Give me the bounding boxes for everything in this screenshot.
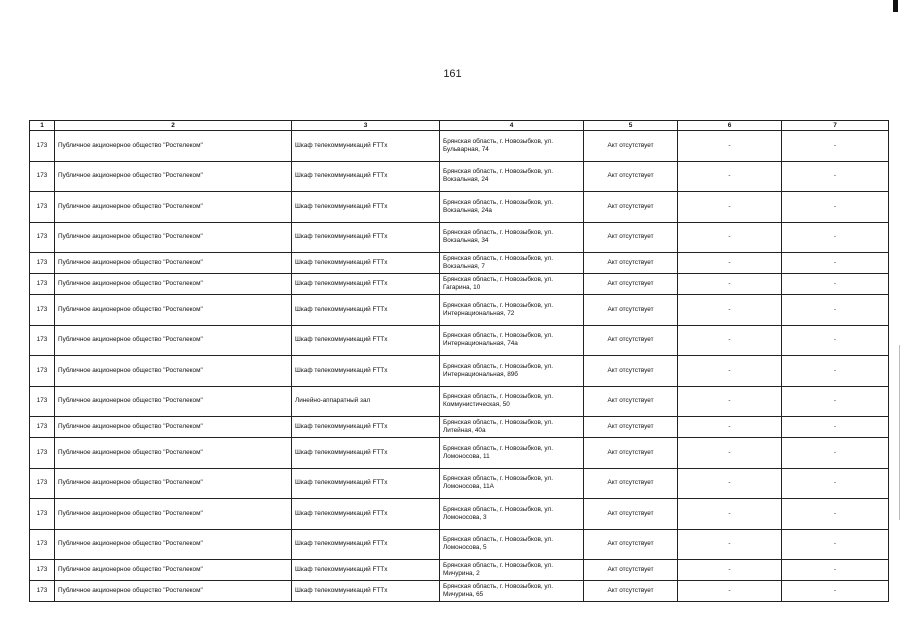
object-address: Брянская область, г. Новозыбков, ул. Мичурина, 65 [440, 581, 584, 602]
object-name: Шкаф телекоммуникаций FTTx [292, 295, 440, 326]
object-name: Шкаф телекоммуникаций FTTx [292, 438, 440, 469]
table-row [30, 161, 889, 192]
column-7-value: - [782, 560, 889, 581]
object-name: Шкаф телекоммуникаций FTTx [292, 274, 440, 295]
document-status: Акт отсутствует [584, 222, 678, 253]
object-address: Брянская область, г. Новозыбков, ул. Вокзальная, 24а [440, 192, 584, 223]
record-number: 173 [30, 253, 55, 274]
document-status: Акт отсутствует [584, 253, 678, 274]
column-7-value: - [782, 274, 889, 295]
header-row [30, 121, 889, 131]
column-7-value: - [782, 325, 889, 356]
object-address: Брянская область, г. Новозыбков, ул. Ломоносова, 11А [440, 468, 584, 499]
table-row [30, 468, 889, 499]
owner-name: Публичное акционерное общество "Ростелеком" [55, 560, 292, 581]
column-7-value: - [782, 438, 889, 469]
document-status: Акт отсутствует [584, 356, 678, 387]
column-7-value: - [782, 529, 889, 560]
object-address: Брянская область, г. Новозыбков, ул. Ломоносова, 11 [440, 438, 584, 469]
document-status: Акт отсутствует [584, 529, 678, 560]
document-status: Акт отсутствует [584, 386, 678, 417]
owner-name: Публичное акционерное общество "Ростелеком" [55, 356, 292, 387]
object-name: Шкаф телекоммуникаций FTTx [292, 529, 440, 560]
document-status: Акт отсутствует [584, 560, 678, 581]
object-name: Шкаф телекоммуникаций FTTx [292, 581, 440, 602]
object-name: Шкаф телекоммуникаций FTTx [292, 161, 440, 192]
object-address: Брянская область, г. Новозыбков, ул. Бульварная, 74 [440, 131, 584, 162]
header-cell: 7 [782, 121, 889, 131]
object-address: Брянская область, г. Новозыбков, ул. Гагарина, 10 [440, 274, 584, 295]
column-7-value: - [782, 356, 889, 387]
object-address: Брянская область, г. Новозыбков, ул. Интернациональная, 72 [440, 295, 584, 326]
column-6-value: - [678, 325, 782, 356]
record-number: 173 [30, 468, 55, 499]
header-cell: 3 [292, 121, 440, 131]
table-row [30, 274, 889, 295]
column-7-value: - [782, 417, 889, 438]
column-6-value: - [678, 438, 782, 469]
object-name: Шкаф телекоммуникаций FTTx [292, 222, 440, 253]
owner-name: Публичное акционерное общество "Ростелеком" [55, 295, 292, 326]
column-7-value: - [782, 386, 889, 417]
owner-name: Публичное акционерное общество "Ростелеком" [55, 192, 292, 223]
object-name: Шкаф телекоммуникаций FTTx [292, 499, 440, 530]
record-number: 173 [30, 161, 55, 192]
column-6-value: - [678, 581, 782, 602]
owner-name: Публичное акционерное общество "Ростелеком" [55, 581, 292, 602]
table-row [30, 192, 889, 223]
object-address: Брянская область, г. Новозыбков, ул. Мичурина, 2 [440, 560, 584, 581]
document-status: Акт отсутствует [584, 499, 678, 530]
record-number: 173 [30, 325, 55, 356]
owner-name: Публичное акционерное общество "Ростелеком" [55, 386, 292, 417]
document-status: Акт отсутствует [584, 417, 678, 438]
table-row [30, 356, 889, 387]
column-6-value: - [678, 131, 782, 162]
document-status: Акт отсутствует [584, 161, 678, 192]
table-row [30, 222, 889, 253]
column-7-value: - [782, 581, 889, 602]
table-row [30, 386, 889, 417]
record-number: 173 [30, 581, 55, 602]
object-name: Шкаф телекоммуникаций FTTx [292, 560, 440, 581]
owner-name: Публичное акционерное общество "Ростелеком" [55, 499, 292, 530]
document-status: Акт отсутствует [584, 131, 678, 162]
owner-name: Публичное акционерное общество "Ростелеком" [55, 468, 292, 499]
document-status: Акт отсутствует [584, 325, 678, 356]
object-address: Брянская область, г. Новозыбков, ул. Литейная, 40а [440, 417, 584, 438]
column-6-value: - [678, 468, 782, 499]
column-6-value: - [678, 356, 782, 387]
object-address: Брянская область, г. Новозыбков, ул. Вокзальная, 7 [440, 253, 584, 274]
object-address: Брянская область, г. Новозыбков, ул. Интернациональная, 89б [440, 356, 584, 387]
record-number: 173 [30, 131, 55, 162]
object-name: Шкаф телекоммуникаций FTTx [292, 131, 440, 162]
table-row [30, 325, 889, 356]
column-7-value: - [782, 131, 889, 162]
column-7-value: - [782, 253, 889, 274]
document-status: Акт отсутствует [584, 192, 678, 223]
column-6-value: - [678, 529, 782, 560]
header-cell: 5 [584, 121, 678, 131]
table-row [30, 529, 889, 560]
scan-line [899, 345, 900, 520]
column-6-value: - [678, 222, 782, 253]
object-address: Брянская область, г. Новозыбков, ул. Ломоносова, 5 [440, 529, 584, 560]
column-6-value: - [678, 192, 782, 223]
object-address: Брянская область, г. Новозыбков, ул. Интернациональная, 74а [440, 325, 584, 356]
table-row [30, 295, 889, 326]
record-number: 173 [30, 438, 55, 469]
column-6-value: - [678, 560, 782, 581]
object-name: Шкаф телекоммуникаций FTTx [292, 468, 440, 499]
table-row [30, 560, 889, 581]
column-6-value: - [678, 417, 782, 438]
owner-name: Публичное акционерное общество "Ростелеком" [55, 131, 292, 162]
column-6-value: - [678, 295, 782, 326]
column-6-value: - [678, 274, 782, 295]
owner-name: Публичное акционерное общество "Ростелеком" [55, 438, 292, 469]
owner-name: Публичное акционерное общество "Ростелеком" [55, 529, 292, 560]
header-cell: 4 [440, 121, 584, 131]
column-6-value: - [678, 161, 782, 192]
table-row [30, 438, 889, 469]
records-table [29, 120, 889, 602]
object-name: Шкаф телекоммуникаций FTTx [292, 325, 440, 356]
column-7-value: - [782, 161, 889, 192]
record-number: 173 [30, 356, 55, 387]
header-cell: 1 [30, 121, 55, 131]
record-number: 173 [30, 386, 55, 417]
record-number: 173 [30, 560, 55, 581]
column-7-value: - [782, 222, 889, 253]
owner-name: Публичное акционерное общество "Ростелеком" [55, 417, 292, 438]
owner-name: Публичное акционерное общество "Ростелеком" [55, 222, 292, 253]
owner-name: Публичное акционерное общество "Ростелеком" [55, 253, 292, 274]
record-number: 173 [30, 274, 55, 295]
document-status: Акт отсутствует [584, 295, 678, 326]
object-name: Линейно-аппаратный зал [292, 386, 440, 417]
owner-name: Публичное акционерное общество "Ростелеком" [55, 325, 292, 356]
object-address: Брянская область, г. Новозыбков, ул. Коммунистическая, 50 [440, 386, 584, 417]
document-status: Акт отсутствует [584, 438, 678, 469]
object-address: Брянская область, г. Новозыбков, ул. Вокзальная, 34 [440, 222, 584, 253]
header-cell: 2 [55, 121, 292, 131]
table-row [30, 499, 889, 530]
column-7-value: - [782, 468, 889, 499]
owner-name: Публичное акционерное общество "Ростелеком" [55, 274, 292, 295]
table-row [30, 253, 889, 274]
object-address: Брянская область, г. Новозыбков, ул. Вокзальная, 24 [440, 161, 584, 192]
document-status: Акт отсутствует [584, 468, 678, 499]
record-number: 173 [30, 192, 55, 223]
object-name: Шкаф телекоммуникаций FTTx [292, 192, 440, 223]
record-number: 173 [30, 295, 55, 326]
column-6-value: - [678, 499, 782, 530]
object-name: Шкаф телекоммуникаций FTTx [292, 253, 440, 274]
record-number: 173 [30, 499, 55, 530]
column-7-value: - [782, 192, 889, 223]
header-cell: 6 [678, 121, 782, 131]
object-name: Шкаф телекоммуникаций FTTx [292, 356, 440, 387]
column-6-value: - [678, 253, 782, 274]
record-number: 173 [30, 417, 55, 438]
scan-mark [893, 0, 898, 12]
record-number: 173 [30, 222, 55, 253]
record-number: 173 [30, 529, 55, 560]
column-7-value: - [782, 499, 889, 530]
page-number: 161 [443, 68, 462, 80]
column-7-value: - [782, 295, 889, 326]
object-name: Шкаф телекоммуникаций FTTx [292, 417, 440, 438]
document-status: Акт отсутствует [584, 274, 678, 295]
table-row [30, 131, 889, 162]
table-row [30, 581, 889, 602]
document-status: Акт отсутствует [584, 581, 678, 602]
column-6-value: - [678, 386, 782, 417]
table-row [30, 417, 889, 438]
owner-name: Публичное акционерное общество "Ростелеком" [55, 161, 292, 192]
object-address: Брянская область, г. Новозыбков, ул. Ломоносова, 3 [440, 499, 584, 530]
